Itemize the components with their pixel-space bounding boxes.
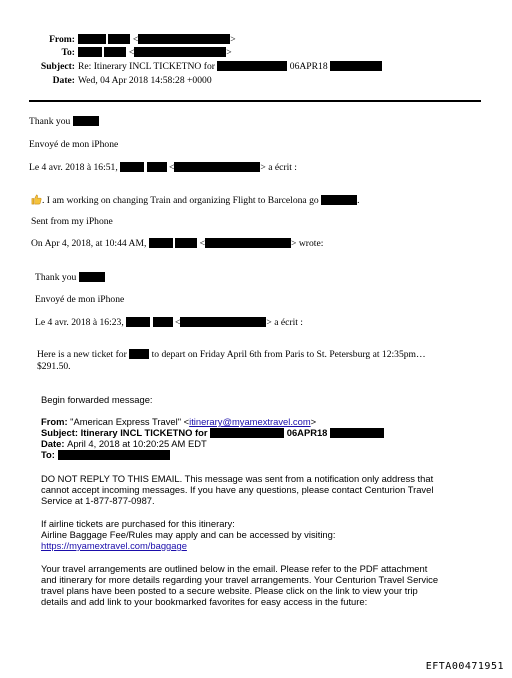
redaction-box (175, 238, 197, 248)
redaction-box (73, 116, 99, 126)
a-ecrit-text: a écrit : (274, 317, 303, 328)
price-line: $291.50. (37, 361, 71, 372)
working-line (31, 194, 359, 208)
travel-line-4: details and add link to your bookmarked favorites for easy access in the future: (41, 596, 368, 607)
angle-close: > (310, 416, 317, 427)
notice-line-3: Service at 1-877-877-0987. (41, 495, 155, 506)
fwd-date-value: April 4, 2018 at 10:20:25 AM EDT (67, 438, 207, 449)
redaction-box (108, 34, 130, 44)
fwd-subject-value: Itinerary INCL TICKETNO for (80, 427, 208, 438)
notice-line-1: DO NOT REPLY TO THIS EMAIL. This message was sent from a notification only address that (41, 473, 434, 484)
redaction-box (205, 238, 291, 248)
redaction-box (104, 47, 126, 57)
fwd-from-label: From: (41, 416, 68, 427)
fwd-subject-row (41, 427, 384, 438)
redaction-box (153, 317, 173, 327)
travel-line-1: Your travel arrangements are outlined below in the email. Please refer to the PDF attachment (41, 563, 428, 574)
thank-you-line (29, 116, 99, 127)
fwd-from-value: "American Express Travel" < (70, 416, 190, 427)
period: . (357, 195, 360, 206)
redaction-box (321, 195, 360, 206)
quote-header-1623 (35, 317, 303, 328)
redaction-box (129, 349, 149, 359)
angle-close: > (260, 162, 266, 173)
wrote-text: wrote: (298, 238, 324, 249)
angle-close: > (226, 47, 232, 58)
fwd-subject-date: 06APR18 (286, 427, 328, 438)
redaction-box (126, 317, 150, 327)
subject-date: 06APR18 (289, 61, 328, 72)
baggage-link[interactable]: https://myamextravel.com/baggage (41, 540, 187, 551)
redaction-box (180, 317, 266, 327)
date-value: Wed, 04 Apr 2018 14:58:28 +0000 (78, 75, 212, 86)
notice-line-2: cannot accept incoming messages. If you have any questions, please contact Centurion Travel (41, 484, 434, 495)
airline-line-1: If airline tickets are purchased for this itinerary: (41, 518, 235, 529)
quote-intro: Le 4 avr. 2018 à 16:23, (35, 317, 124, 328)
thank-you-text: Thank you (35, 272, 77, 283)
thumbs-up-icon (31, 194, 42, 208)
redaction-box (174, 162, 260, 172)
angle-open: < (168, 162, 175, 173)
new-ticket-text-b: to depart on Friday April 6th from Paris to St. Petersburg at 12:35pm… (151, 349, 426, 360)
redaction-box (79, 272, 105, 282)
redaction-box (210, 428, 284, 438)
angle-close: > (291, 238, 297, 249)
quote-header-1651 (29, 162, 297, 173)
begin-forwarded: Begin forwarded message: (41, 394, 153, 405)
header-to-row (29, 47, 232, 58)
angle-close: > (230, 34, 236, 45)
redaction-box (78, 47, 102, 57)
sent-from-line: Sent from my iPhone (31, 216, 113, 227)
redaction-box (120, 162, 144, 172)
travel-line-2: and itinerary for more details regarding your travel arrangements. Your Centurion Travel Service (41, 574, 439, 585)
travel-line-3: travel plans have been posted to a secure website. Please click on the link to view your trip (41, 585, 418, 596)
subject-label: Subject: (40, 61, 75, 72)
fwd-subject-label: Subject: (41, 427, 78, 438)
bates-number: EFTA00471951 (425, 661, 504, 672)
new-ticket-text-a: Here is a new ticket for (37, 349, 127, 360)
angle-open: < (132, 34, 139, 45)
redaction-box (147, 162, 167, 172)
quote-intro: On Apr 4, 2018, at 10:44 AM, (31, 238, 147, 249)
envoye-line-2: Envoyé de mon iPhone (35, 294, 125, 305)
angle-open: < (199, 238, 206, 249)
angle-close: > (266, 317, 272, 328)
fwd-date-row (41, 438, 207, 449)
angle-open: < (174, 317, 181, 328)
thank-you-text: Thank you (29, 116, 71, 127)
header-divider (29, 100, 481, 102)
working-text: . I am working on changing Train and organizing Flight to Barcelona go (42, 195, 319, 206)
date-label: Date: (52, 75, 75, 86)
subject-text: Re: Itinerary INCL TICKETNO for (78, 61, 215, 72)
thank-you-line-2 (35, 272, 105, 283)
fwd-date-label: Date: (41, 438, 65, 449)
redaction-box (58, 450, 170, 460)
a-ecrit-text: a écrit : (268, 162, 297, 173)
header-date-row (29, 75, 212, 86)
redaction-box (217, 61, 287, 71)
fwd-from-row (41, 416, 316, 427)
quote-header-1044 (31, 238, 323, 249)
redaction-box (134, 47, 226, 57)
fwd-from-email-link[interactable]: itinerary@myamextravel.com (189, 416, 311, 427)
redaction-box (138, 34, 230, 44)
from-label: From: (49, 34, 75, 45)
header-subject-row (29, 61, 382, 72)
to-label: To: (61, 47, 75, 58)
header-from-row (29, 34, 236, 45)
redaction-box (149, 238, 173, 248)
angle-open: < (128, 47, 135, 58)
new-ticket-line (37, 349, 426, 360)
fwd-to-label: To: (41, 449, 55, 460)
fwd-to-row (41, 449, 170, 460)
envoye-line: Envoyé de mon iPhone (29, 139, 119, 150)
quote-intro: Le 4 avr. 2018 à 16:51, (29, 162, 118, 173)
redaction-box (330, 61, 382, 71)
redaction-box (78, 34, 106, 44)
airline-line-2: Airline Baggage Fee/Rules may apply and can be accessed by visiting: (41, 529, 336, 540)
redaction-box (330, 428, 384, 438)
